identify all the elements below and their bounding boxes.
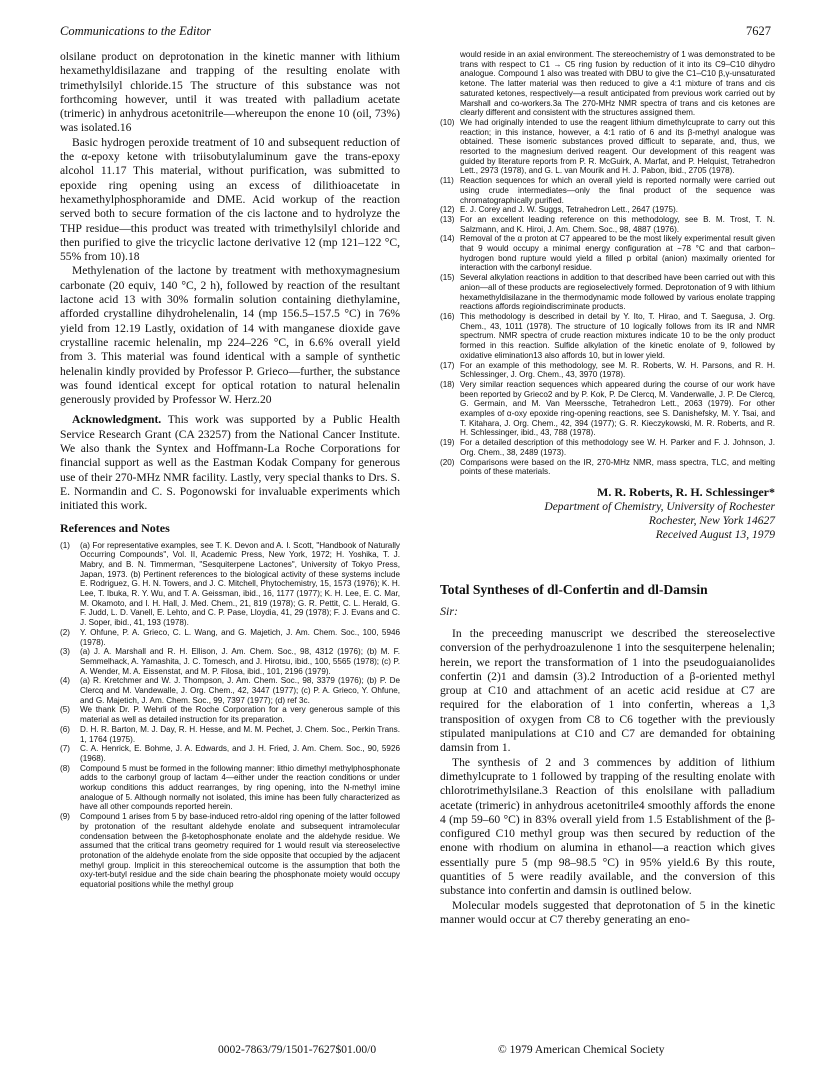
reference-number <box>440 50 460 118</box>
reference-text: D. H. R. Barton, M. J. Day, R. H. Hesse, and M. M. Pechet, J. Chem. Soc., Perkin Trans. 1, 1764 (1975). <box>80 724 400 744</box>
reference-item <box>60 647 400 676</box>
reference-text: For an example of this methodology, see M. R. Roberts, W. H. Parsons, and R. H. Schlessinger, J. Org. Chem., 43, 3970 (1978). <box>460 360 775 380</box>
reference-item <box>60 725 400 744</box>
reference-item <box>440 312 775 361</box>
acknowledgment-paragraph <box>60 413 400 513</box>
reference-item <box>60 628 400 647</box>
reference-number: (3) <box>60 647 70 657</box>
reference-text: Removal of the α proton at C7 appeared to be the most likely experimental result given that 9 would occupy a minimal energy configuration at −78 °C and that carbon–hydrogen bond rupture would yield a filled p orbital (anion) maximally oriented for interaction with the carbonyl residue. <box>460 234 775 273</box>
reference-number: (11) <box>440 176 454 186</box>
reference-number: (13) <box>440 214 455 224</box>
reference-text: E. J. Corey and J. W. Suggs, Tetrahedron Lett., 2647 (1975). <box>460 205 678 215</box>
reference-item <box>440 273 775 312</box>
reference-item <box>60 812 400 890</box>
reference-item <box>60 764 400 813</box>
reference-number: (12) <box>440 205 455 215</box>
reference-text: Several alkylation reactions in addition to that described have been carried out with this anion—all of these products are regioselectively formed. Deprotonation of 9 with lithium hexamethyldisilazane in the thermodynamic mode followed by various enolate trapping reactions affords regioindiscriminate products. <box>460 273 775 312</box>
reference-text: (a) For representative examples, see T. K. Devon and A. I. Scott, "Handbook of Naturally Occurring Compounds", Vol. II, Academic Press, New York, 1972; H. Yoshika, T. J. Mabry, and B. N. Timmerman, "Sesquiterpene Lactones", University of Tokyo Press, Japan, 1973. (b) Pertinent references to the biological activity of these systems include E. Rodriguez, G. H. N. Towers, and J. C. Mitchell, Phytochemistry, 15, 1573 (1976); K. H. Lee, T. Ibuka, R. Y. Wu, and T. A. Geissman, ibid., 16, 1177 (1977); K. H. Lee, E. C. Mar, M. Okamoto, and I. H. Hall, J. Med. Chem., 21, 819 (1978); G. R. Pettit, C. L. Herald, G. F. Judd, L. D. Vanell, E. Lehto, and C. P. Pase, Lloydia, 41, 29 (1978); F. J. Evans and C. J. Soper, ibid., 41, 193 (1978). <box>80 540 400 628</box>
reference-text: (a) J. A. Marshall and R. H. Ellison, J. Am. Chem. Soc., 98, 4312 (1976); (b) M. F. Semmelhack, A. Yamashita, J. C. Tomesch, and J. Hirotsu, ibid., 100, 5565 (1978); (c) P. A. Wender, M. A. Eissenstat, and M. P. Filosa, ibid., 101, 2196 (1979). <box>80 647 400 676</box>
reference-item <box>440 234 775 273</box>
left-column <box>60 50 400 890</box>
reference-item <box>60 744 400 763</box>
acknowledgment-text: This work was supported by a Public Health Service Research Grant (CA 23257) from the National Cancer Institute. We also thank the Syntex and Hoffmann-La Roche Corporations for financial support as well as the Eastman Kodak Company for generous use of their 270-MHz NMR facility. Lastly, very special thanks to Drs. S. E. Normandin and C. S. Pogonowski for invaluable experiments which initiated this work. <box>60 413 400 513</box>
footer-copyright: © 1979 American Chemical Society <box>498 1044 665 1056</box>
reference-text: Reaction sequences for which an overall yield is reported normally were carried out using crude intermediates—only the final product of the sequence was chromatographically purified. <box>460 176 775 205</box>
references-list-left <box>60 541 400 890</box>
reference-text: This methodology is described in detail by Y. Ito, T. Hirao, and T. Saegusa, J. Org. Chem., 43, 1011 (1978). The structure of 10 logically follows from its IR and NMR spectrum. NMR spectra of crude reaction mixtures indicate 10 to be the only product formed in this reaction. Sulfide alkylation of the kinetic enolate of 9, followed by oxidative elimination13 also affords 10, but in lower yield. <box>460 311 775 360</box>
reference-item <box>440 50 775 118</box>
author-line: M. R. Roberts, R. H. Schlessinger* <box>597 484 775 499</box>
reference-number: (8) <box>60 763 70 773</box>
body-paragraph: Methylenation of the lactone by treatment with methoxymagnesium carbonate (20 equiv, 140 °C, 2 h), followed by reaction of the resultant lactone acid 13 with 30% formalin solution containing diethylamine, afforded crystalline dihydrohelenalin, 14 (mp 156.5–157.5 °C) in 76% yield from 12.19 Lastly, oxidation of 14 with manganese dioxide gave crystalline racemic helenalin, mp 224–226 °C, in 6.6% overall yield from 3. This material was found identical with a sample of synthetic helenalin kindly provided by Professor P. Grieco—further, the substance was found identical except for optical rotation to natural helenalin generously provided by Professor W. Herz.20 <box>60 264 400 407</box>
received-date: Received August 13, 1979 <box>655 528 775 541</box>
reference-text: Compound 1 arises from 5 by base-induced retro-aldol ring opening of the latter followed by protonation of the resultant aldehyde enolate and subsequent intramolecular condensation between the β-ketophosphonate enolate and the aldehyde residue. We assumed that the critical trans geometry required for 1 would result via stereoselective protonation of the aldehyde enolate from the side opposite that occupied by the adjacent methyl group. Implicit in this stereochemical outcome is the assumption that both the oxy-tert-butyl residue and the side chain bearing the phosphonate moiety would occupy equatorial positions while the methyl group <box>80 812 400 890</box>
reference-item <box>440 215 775 234</box>
body-paragraph: In the preceeding manuscript we described the stereoselective conversion of the perhydroazulenone 1 into the sesquiterpene helenalin; herein, we report the transformation of 1 into the pseudoguaianolides confertin (2)1 and damsin (3).2 Introduction of a β-oriented methyl group at C10 and attachment of an acetic acid residue at C7 are required for the elaboration of 1 into confertin, whereas a 1,3 transposition of oxygen from C8 to C6 together with the previously stipulated manipulations at C10 and C7 are demanded for obtaining damsin from 1. <box>440 626 775 755</box>
reference-number: (1) <box>60 540 70 550</box>
reference-item <box>440 205 775 215</box>
affiliation-department: Department of Chemistry, University of Rochester <box>544 500 775 513</box>
reference-number: (15) <box>440 273 455 283</box>
body-paragraph: The synthesis of 2 and 3 commences by addition of lithium dimethylcuprate to 1 followed by trapping of the resulting enolate with chlorotrimethylsilane.3 Reaction of this enolsilane with palladium acetate (trimeric) in anhydrous acetonitrile4 smoothly affords the enone 4 (mp 59–60 °C) in 83% overall yield from 1.5 Establishment of the β-configured C10 methyl group was then secured by reduction of the enone with rhodium on alumina in ethanol—a reaction which gives essentially pure 5 (mp 98–98.5 °C) in 95% yield.6 By this route, quantities of 5 were readily available, and the conversion of this substance into confertin and damsin is outlined below. <box>440 755 775 898</box>
acknowledgment-label: Acknowledgment. <box>72 413 162 427</box>
reference-number: (17) <box>440 360 455 370</box>
reference-text: Y. Ohfune, P. A. Grieco, C. L. Wang, and G. Majetich, J. Am. Chem. Soc., 100, 5946 (1978). <box>80 627 400 647</box>
reference-text: For a detailed description of this methodology see W. H. Parker and F. J. Johnson, J. Org. Chem., 38, 2489 (1973). <box>460 438 775 457</box>
reference-number: (6) <box>60 724 70 734</box>
reference-number: (16) <box>440 311 455 321</box>
reference-number: (19) <box>440 438 455 448</box>
reference-number: (2) <box>60 627 70 637</box>
body-paragraph: Basic hydrogen peroxide treatment of 10 and subsequent reduction of the α-epoxy ketone with triisobutylaluminum gave the trans-epoxy alcohol 11.17 This material, without purification, was submitted to epoxide ring opening using an excess of dilithioacetate in hexamethylphosphoramide and DME. Acid workup of the reaction served both to secure formation of the cis lactone and to hydrolyze the THP residue—this product was treated with trimethylsilyl chloride and then purified to give the tricyclic lactone derivative 12 (mp 121–122 °C, 55% from 10).18 <box>60 135 400 264</box>
reference-number: (7) <box>60 744 70 754</box>
reference-number: (10) <box>440 117 455 127</box>
reference-number: (9) <box>60 812 70 822</box>
reference-number: (14) <box>440 234 455 244</box>
reference-text: Very similar reaction sequences which appeared during the course of our work have been reported by Grieco2 and by P. Kok, P. De Clercq, M. Vanderwalle, J. P. De Clercq, G. Germain, and M. Van Meerssche, Tetrahedron Lett., 2063 (1979). For other examples of α-oxy epoxide ring-opening reactions, see S. Danishefsky, M. Y. Tsai, and T. Kitahara, J. Org. Chem., 42, 394 (1977); G. R. Kieczykowski, M. R. Roberts, and R. H. Schlessinger, ibid., 43, 788 (1978). <box>460 379 775 438</box>
reference-text: C. A. Henrick, E. Bohme, J. A. Edwards, and J. H. Fried, J. Am. Chem. Soc., 90, 5926 (1968). <box>80 744 400 763</box>
right-column <box>440 50 775 927</box>
reference-text: We had originally intended to use the reagent lithium dimethylcuprate to carry out this reaction; in this instance, however, a 4:1 ratio of 6 and its β-methyl analogue was obtained. These isomeric substances proved difficult to separate, and, thus, we resorted to the magnesium derived reagent. Our development of this reagent was guided by literature reports from P. R. McGuirk, A. Marfat, and P. Helquist, Tetrahedron Lett., 2973 (1978), and G. L. van Mourik and H. J. Pabon, ibid., 2705 (1978). <box>460 117 775 176</box>
reference-text: For an excellent leading reference on this methodology, see B. M. Trost, T. N. Salzmann, and K. Hiroi, J. Am. Chem. Soc., 98, 4887 (1976). <box>460 214 775 234</box>
article-title: Total Syntheses of dl-Confertin and dl-Damsin <box>440 581 708 597</box>
body-paragraph: olsilane product on deprotonation in the kinetic manner with lithium hexamethyldisilazane and trapping of the resulting enolate with trimethylsilyl chloride.15 The structure of this substance was not forthcoming however, until it was treated with palladium acetate (trimeric) in anhydrous acetonitrile—whereupon the enone 10 (oil, 73%) was isolated.16 <box>60 50 400 135</box>
reference-item <box>440 458 775 477</box>
footer-code: 0002-7863/79/1501-7627$01.00/0 <box>218 1044 377 1056</box>
reference-text: We thank Dr. P. Wehrli of the Roche Corporation for a very generous sample of this material as well as detailed instruction for its preparation. <box>80 705 400 725</box>
reference-text: Comparisons were based on the IR, 270-MHz NMR, mass spectra, TLC, and melting points of these materials. <box>460 457 775 477</box>
reference-item <box>60 541 400 628</box>
running-header-page-number: 7627 <box>746 24 771 38</box>
reference-number: (4) <box>60 676 70 686</box>
reference-item <box>440 361 775 380</box>
reference-item <box>440 118 775 176</box>
reference-number: (18) <box>440 379 455 389</box>
running-header-section: Communications to the Editor <box>60 24 212 38</box>
reference-item <box>440 438 775 457</box>
reference-number: (20) <box>440 457 455 467</box>
reference-number: (5) <box>60 705 70 715</box>
references-heading: References and Notes <box>60 520 170 535</box>
reference-text: Compound 5 must be formed in the following manner: lithio dimethyl methylphosphonate adds to the carbonyl group of lactam 4—either under the reaction conditions or under workup conditions this adduct rearranges, by ring opening, into the N-methyl imine analogue of 5. Although normally not isolated, this imine has been fully characterized as have all other compounds reported herein. <box>80 763 400 812</box>
body-paragraph: Molecular models suggested that deprotonation of 5 in the kinetic manner would occur at C7 thereby generating an eno- <box>440 898 775 926</box>
affiliation-city: Rochester, New York 14627 <box>648 514 775 527</box>
reference-item <box>440 176 775 205</box>
salutation: Sir: <box>440 603 458 618</box>
reference-text: would reside in an axial environment. The stereochemistry of 1 was demonstrated to be trans with respect to C1 → C5 ring fusion by reduction of it into its C9–C10 dihydro analogue. Compound 1 also was treated with DBU to give the C1–C10 β,γ-unsaturated ketone. The latter material was then reduced to give a 4:1 mixture of trans and cis saturated ketones, respectively—a result anticipated from previous work carried out by Marshall and co-workers.3a The 270-MHz NMR spectra of trans and cis ketones are clearly different and consistent with the structures assigned them. <box>460 50 775 118</box>
reference-text: (a) R. Kretchmer and W. J. Thompson, J. Am. Chem. Soc., 98, 3379 (1976); (b) P. De Clercq and M. Vandewalle, J. Org. Chem., 42, 3447 (1977); (c) P. A. Grieco, Y. Ohfune, and G. Majetich, J. Am. Chem. Soc., 99, 7397 (1977); (d) ref 3c. <box>80 676 400 705</box>
reference-item <box>60 676 400 705</box>
reference-item <box>440 380 775 438</box>
reference-item <box>60 705 400 724</box>
references-list-right <box>440 50 775 477</box>
